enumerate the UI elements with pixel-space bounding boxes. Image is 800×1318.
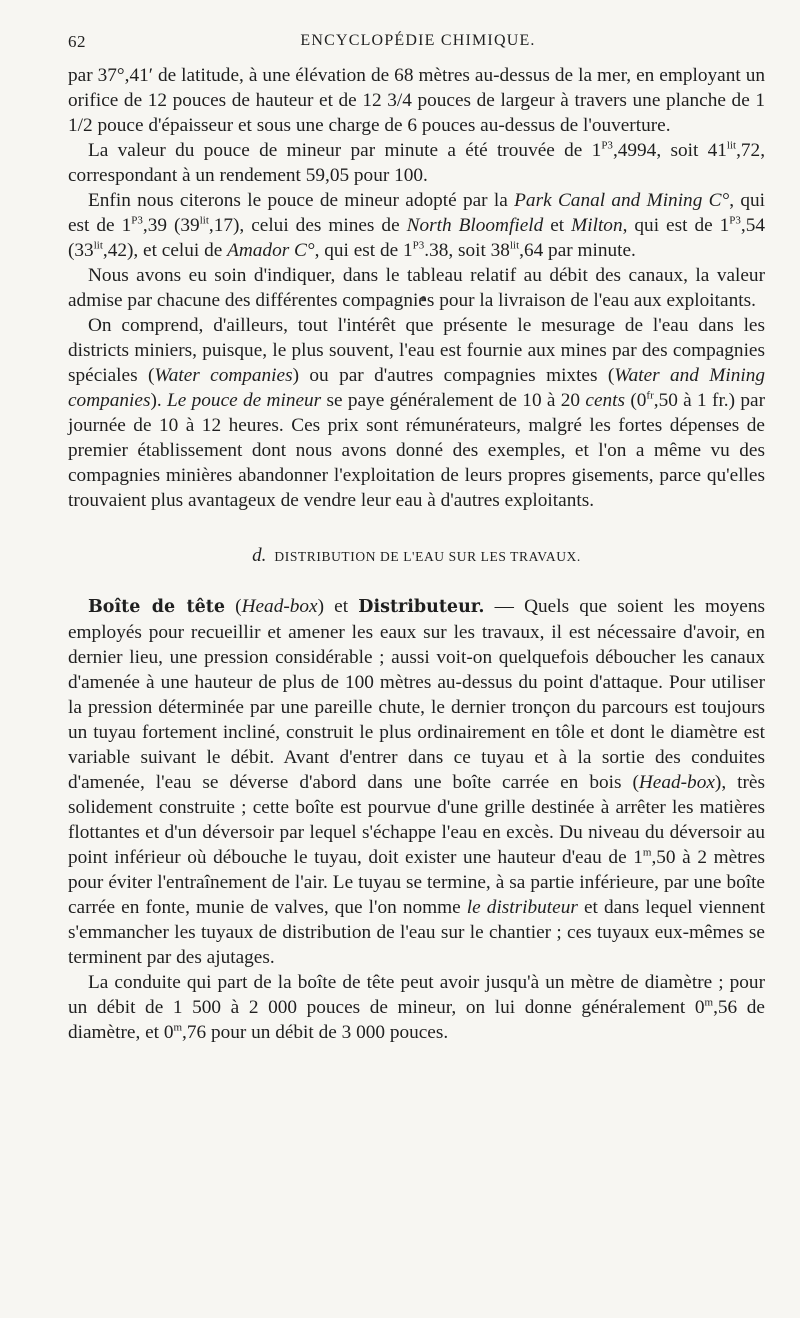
text-run: par 37°,41′ de latitude, à une élévation de 68 mètres au-dessus de la mer, en employant un orifice de 12 pouces de hauteur et de 12 3/4 pouces de largeur à travers une planche de 1 1/2 pouce d'épaisseur et sous une charge de 6 pouces au-dessus de l'ouverture. (68, 65, 765, 136)
section-letter: d. (252, 545, 267, 566)
paragraph-4 (68, 263, 765, 313)
page-body (68, 63, 765, 1045)
mine-name: North Bloomfield (406, 215, 544, 236)
text-run: ,50 à 2 mètres pour éviter l'entraînement de l'air. Le tuyau se termine, à sa partie inférieure, par une boîte carrée en fonte, munie de valves, que l'on nomme (68, 847, 765, 918)
text-run: ,64 par minute. (519, 240, 636, 261)
text-run: et (543, 215, 572, 236)
paragraph-3 (68, 188, 765, 263)
bold-term: Distributeur. (358, 597, 485, 617)
text-run: ( (225, 596, 242, 617)
superscript: m (642, 846, 652, 859)
page-number: 62 (68, 32, 86, 51)
text-run: ,54 (33 (68, 215, 766, 261)
text-run: se paye généralement de 10 à 20 (321, 390, 586, 411)
italic-term: le distributeur (466, 897, 578, 918)
text-run: — Quels que soient les moyens employés pour recueillir et amener les eaux sur les travaux, il est nécessaire d'avoir, en dernier lieu, une pression considérable ; aussi voit-on quelquefois déboucher les canaux d'amenée à une hauteur de plus de 100 mètres au-dessus du point d'attaque. Pour utiliser la pression déterminée par une pareille chute, le dernier tronçon du parcours est toujours un tuyau fortement incliné, construit le plus ordinairement en tôle et dont le diamètre est variable suivant le débit. Avant d'entrer dans ce tuyau et à la sortie des conduites d'amenée, l'eau se déverse d'abord dans une boîte carrée en bois ( (68, 596, 765, 793)
superscript: fr (646, 389, 654, 402)
superscript: lit (509, 239, 520, 252)
section-title-text: DISTRIBUTION DE L'EAU SUR LES TRAVAUX. (274, 549, 581, 564)
paragraph-2 (68, 138, 765, 188)
superscript: lit (726, 139, 737, 152)
superscript: m (704, 996, 714, 1009)
italic-term: Head-box (241, 596, 318, 617)
text-run: La valeur du pouce de mineur par minute a été trouvée de 1 (88, 140, 602, 161)
italic-term: Le pouce de mineur (167, 390, 322, 411)
text-run: La conduite qui part de la boîte de tête peut avoir jusqu'à un mètre de diamètre ; pour un débit de 1 500 à 2 000 pouces de mineur, on lui donne généralement 0 (68, 972, 765, 1018)
paragraph-1 (68, 63, 765, 138)
text-run: ,17), celui des mines de (208, 215, 407, 236)
text-run: ,42), et celui de (102, 240, 228, 261)
text-run: ) et (317, 596, 359, 617)
text-run: ) ou par d'autres compagnies mixtes ( (292, 365, 615, 386)
text-run: .38, soit 38 (424, 240, 510, 261)
text-run: ). (150, 390, 168, 411)
text-run: On comprend, d'ailleurs, tout l'intérêt que présente le mesurage de l'eau dans les districts miniers, puisque, le plus souvent, l'eau est fournie aux mines par des compagnies spéciales ( (68, 315, 765, 386)
superscript: lit (199, 214, 209, 227)
page-header (68, 32, 768, 54)
superscript: P3 (412, 239, 425, 252)
text-run: (0 (625, 390, 647, 411)
text-run: et dans lequel viennent s'emmancher les tuyaux de distribution de l'eau sur le chantier ; ces tuyaux eux-mêmes se terminent par des ajutages. (68, 897, 766, 968)
italic-term: Water and Mining companies (68, 365, 766, 411)
text-run: ,72, correspondant à un rendement 59,05 pour 100. (68, 140, 766, 186)
superscript: m (173, 1021, 183, 1034)
text-run: ,39 (39 (142, 215, 200, 236)
text-run: ,50 à 1 fr.) par journée de 10 à 12 heures. Ces prix sont rémunérateurs, malgré les fortes dépenses de premier établissement dont nous avons donné des exemples, et l'on a même vu des compagnies minières abandonner l'exploitation de leurs propres gisements, parce qu'elles trouvaient plus avantageux de vendre leur eau à d'autres exploitants. (68, 390, 765, 511)
paragraph-7 (68, 970, 765, 1045)
company-name: Park Canal and Mining C° (514, 190, 730, 211)
company-name: Amador C° (227, 240, 315, 261)
text-run: , qui est de 1 (622, 215, 730, 236)
superscript: P3 (131, 214, 143, 227)
text-run: Nous avons eu soin d'indiquer, dans le tableau relatif au débit des canaux, la valeur admise par chacune des différentes compagnies pour la livraison de l'eau aux exploitants. (68, 265, 765, 311)
text-run: Enfin nous citerons le pouce de mineur adopté par la (88, 190, 515, 211)
text-run: ,56 de diamètre, et 0 (68, 997, 765, 1043)
superscript: lit (93, 239, 103, 252)
text-run: , qui est de 1 (68, 190, 766, 236)
superscript: P3 (729, 214, 741, 227)
superscript: P3 (601, 139, 613, 152)
italic-term: cents (585, 390, 626, 411)
text-run: ), très solidement construite ; cette boîte est pourvue d'une grille destinée à arrêter les matières flottantes et d'un déversoir par lequel s'échappe l'eau en excès. Du niveau du déversoir au point inférieur où débouche le tuyau, doit exister une hauteur d'eau de 1 (68, 772, 765, 868)
text-run: , qui est de 1 (314, 240, 413, 261)
running-title: ENCYCLOPÉDIE CHIMIQUE. (300, 32, 536, 49)
paragraph-5 (68, 313, 765, 513)
italic-term: Water companies (154, 365, 293, 386)
mine-name: Milton (571, 215, 623, 236)
paragraph-6 (68, 594, 765, 970)
section-heading (68, 543, 765, 569)
bold-term: Boîte de tête (88, 597, 225, 617)
italic-term: Head-box (638, 772, 715, 793)
text-run: ,76 pour un débit de 3 000 pouces. (182, 1022, 449, 1043)
text-run: ,4994, soit 41 (612, 140, 727, 161)
